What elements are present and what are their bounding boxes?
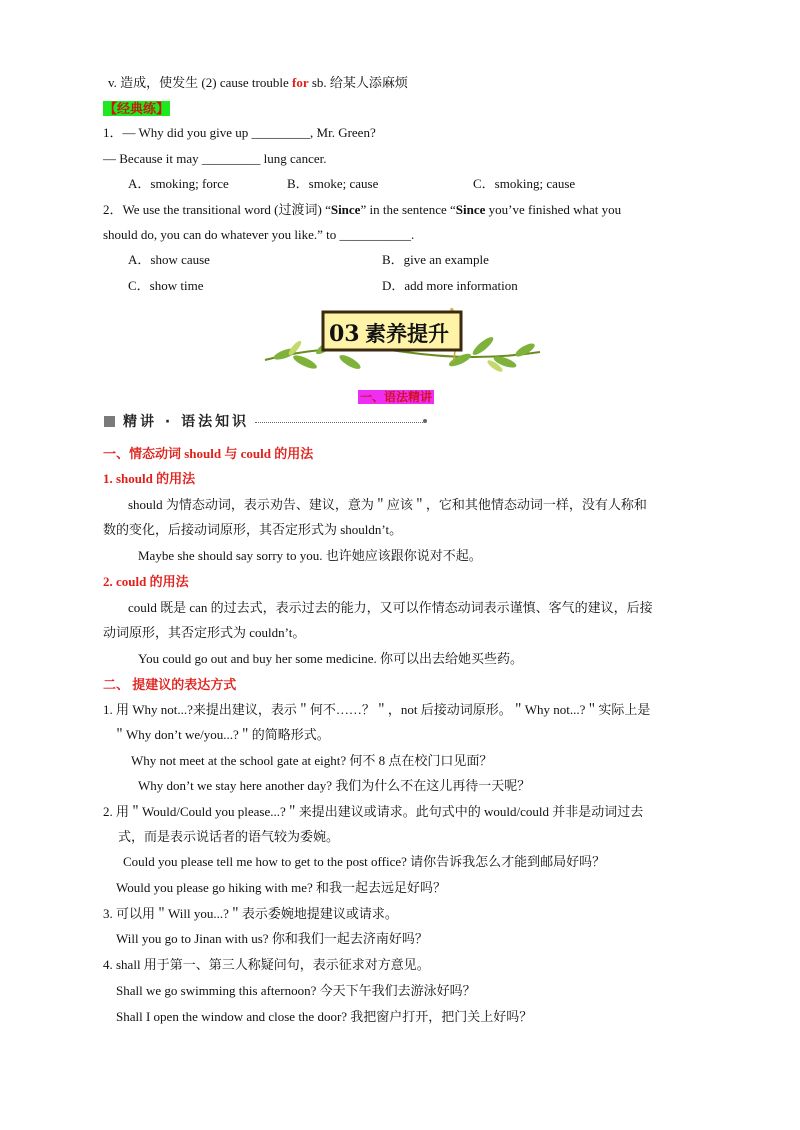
definition-line (108, 74, 408, 92)
since-word-2: Since (455, 202, 486, 217)
q1-option-b: B．smoke; cause (287, 176, 379, 191)
could-para-2: 动词原形，其否定形式为 couldn’t。 (103, 625, 306, 640)
suggest-example-1-1: Why not meet at the school gate at eight? 何不 8 点在校门口见面？ (131, 753, 493, 768)
subheader (104, 413, 427, 431)
practice-tag: 【经典练】 (104, 101, 170, 116)
q1-option-c: C．smoking; cause (473, 176, 576, 191)
suggest-example-4-2: Shall I open the window and close the door? 我把窗户打开，把门关上好吗？ (116, 1009, 533, 1024)
banner-title: 素养提升 (365, 322, 449, 346)
suggest-example-3-1: Will you go to Jinan with us? 你和我们一起去济南好吗？ (116, 931, 428, 946)
suggest-item-2a: 2. 用＂Would/Could you please...?＂来提出建议或请求。此句式中的 would/could 并非是动词过去 (103, 804, 644, 819)
since-word-1: Since (330, 202, 361, 217)
square-bullet-icon (104, 416, 115, 427)
definition-text-tail: sb. 给某人添麻烦 (308, 75, 408, 90)
should-para-2: 数的变化，后接动词原形，其否定形式为 shouldn’t。 (103, 522, 403, 537)
leaf-branch-decoration (255, 302, 545, 380)
definition-text: v. 造成，使发生 (2) cause trouble (108, 75, 293, 90)
suggest-item-3a: 3. 可以用＂Will you...?＂表示委婉地提建议或请求。 (103, 906, 398, 921)
dotted-divider (255, 422, 423, 423)
should-title: 1. should 的用法 (103, 471, 196, 486)
q1-line2: — Because it may _________ lung cancer. (103, 151, 327, 166)
divider-end-dot (423, 419, 427, 423)
section-banner (255, 302, 545, 380)
subheader-text: 精讲 · 语法知识 (123, 414, 250, 430)
q1-option-a: A．smoking; force (128, 176, 229, 191)
q2-stem-a: 2．We use the transitional word (过渡词) “ (103, 202, 331, 217)
should-example: Maybe she should say sorry to you. 也许她应该跟你说对不起。 (138, 548, 482, 563)
heading-modal-verbs: 一、情态动词 should 与 could 的用法 (103, 446, 314, 461)
heading-suggestions: 二、 提建议的表达方式 (103, 677, 237, 692)
suggest-item-2b: 式，而是表示说话者的语气较为委婉。 (118, 829, 340, 844)
could-example: You could go out and buy her some medicine. 你可以出去给她买些药。 (138, 651, 524, 666)
q2-option-d: D．add more information (382, 278, 518, 293)
could-para-1: could 既是 can 的过去式，表示过去的能力，又可以作情态动词表示谨慎、客气的建议，后接 (128, 600, 653, 615)
section-tag: 一、语法精讲 (360, 390, 433, 404)
q2-stem-c: you’ve finished what you (485, 202, 622, 217)
suggest-example-2-2: Would you please go hiking with me? 和我一起去远足好吗？ (116, 880, 447, 895)
practice-tag-line (103, 100, 170, 118)
q2-option-c: C．show time (128, 278, 204, 293)
q2-line2: should do, you can do whatever you like.” to ___________. (103, 227, 415, 242)
q1-stem: 1．— Why did you give up _________, Mr. Green? (103, 125, 376, 140)
q2-option-b: B．give an example (382, 252, 489, 267)
could-title: 2. could 的用法 (103, 574, 189, 589)
suggest-example-4-1: Shall we go swimming this afternoon? 今天下午我们去游泳好吗？ (116, 983, 476, 998)
should-para-1: should 为情态动词，表示劝告、建议，意为＂应该＂，它和其他情态动词一样，没有人称和 (128, 497, 647, 512)
suggest-example-1-2: Why don’t we stay here another day? 我们为什么不在这儿再待一天呢？ (138, 778, 531, 793)
suggest-example-2-1: Could you please tell me how to get to the post office? 请你告诉我怎么才能到邮局好吗？ (123, 854, 606, 869)
suggest-item-1b: ＂Why don’t we/you...?＂的简略形式。 (113, 727, 330, 742)
suggest-item-4a: 4. shall 用于第一、第三人称疑问句，表示征求对方意见。 (103, 957, 430, 972)
q2-option-a: A．show cause (128, 252, 210, 267)
section-tag-line (358, 388, 434, 406)
banner-number: 03 (329, 321, 360, 347)
q2-stem-b: ” in the sentence “ (360, 202, 456, 217)
suggest-item-1a: 1. 用 Why not...?来提出建议，表示＂何不……？＂，not 后接动词原形。＂Why not...?＂实际上是 (103, 702, 651, 717)
q2-stem (103, 201, 621, 219)
for-keyword: for (292, 75, 309, 90)
